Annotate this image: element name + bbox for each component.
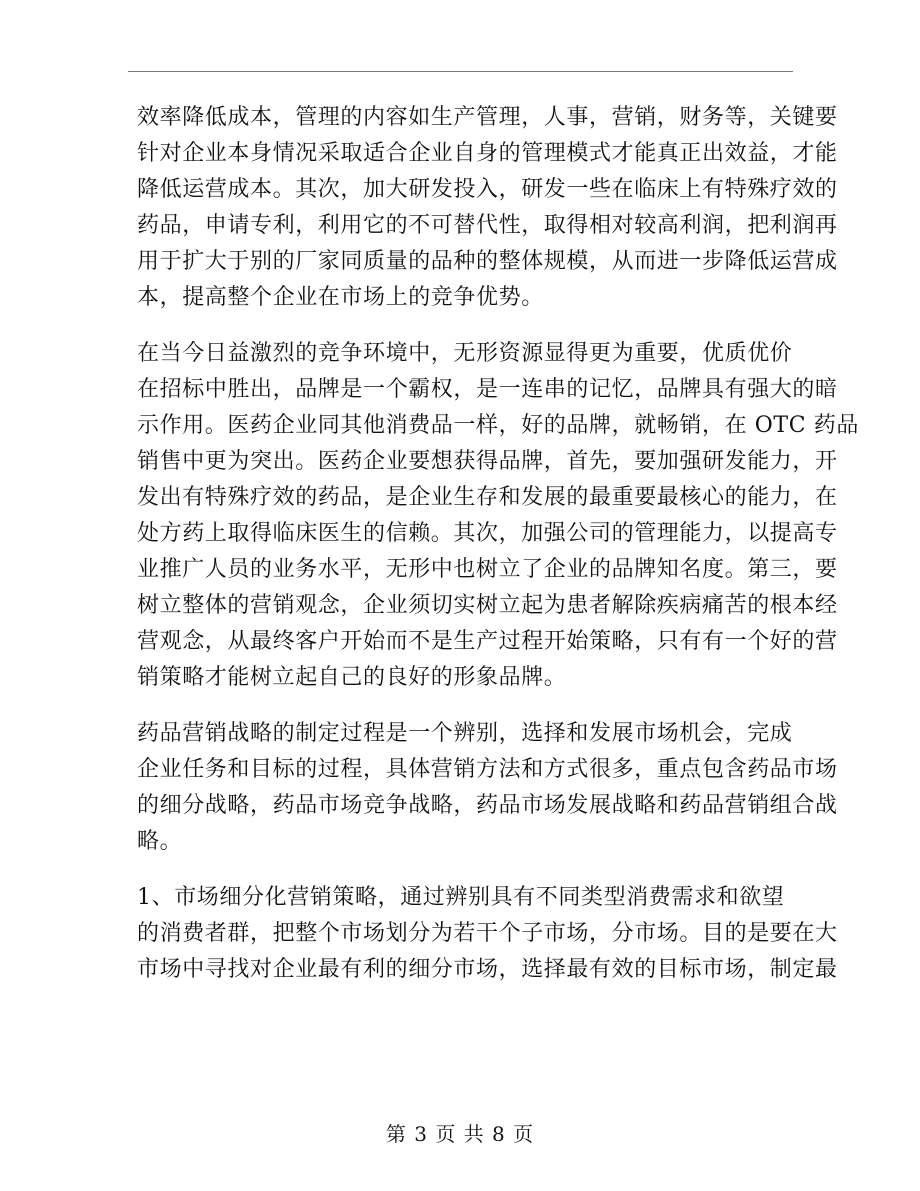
header-rule: [128, 71, 793, 72]
page-footer: 第 3 页 共 8 页: [385, 1122, 535, 1146]
text-line: 略。: [137, 829, 183, 854]
text-line: 营观念，从最终客户开始而不是生产过程开始策略，只有有一个好的营: [137, 629, 838, 654]
text-line: 1、市场细分化营销策略，通过辨别具有不同类型消费需求和欲望: [137, 885, 785, 910]
text-line: 降低运营成本。其次，加大研发投入，研发一些在临床上有特殊疗效的: [137, 177, 838, 202]
text-line: 的消费者群，把整个市场划分为若干个子市场，分市场。目的是要在大: [137, 921, 838, 946]
text-line: 销售中更为突出。医药企业要想获得品牌，首先，要加强研发能力，开: [137, 449, 838, 474]
text-line: 本，提高整个企业在市场上的竞争优势。: [137, 285, 544, 310]
paragraph-2: [137, 336, 859, 696]
text-line: 企业任务和目标的过程，具体营销方法和方式很多，重点包含药品市场: [137, 757, 838, 782]
text-line: 树立整体的营销观念，企业须切实树立起为患者解除疾病痛苦的根本经: [137, 593, 838, 618]
text-line: 针对企业本身情况采取适合企业自身的管理模式才能真正出效益，才能: [137, 141, 838, 166]
paragraph-3: [137, 716, 838, 860]
text-line: 药品，申请专利，利用它的不可替代性，取得相对较高利润，把利润再: [137, 213, 838, 238]
body-text: [137, 100, 859, 988]
paragraph-4: [137, 880, 838, 988]
text-line: 效率降低成本，管理的内容如生产管理，人事，营销，财务等，关键要: [137, 105, 838, 130]
text-line: 业推广人员的业务水平，无形中也树立了企业的品牌知名度。第三，要: [137, 557, 838, 582]
text-line: 在当今日益激烈的竞争环境中，无形资源显得更为重要，优质优价: [137, 341, 793, 366]
text-line: 药品营销战略的制定过程是一个辨别，选择和发展市场机会，完成: [137, 721, 793, 746]
text-line: 销策略才能树立起自己的良好的形象品牌。: [137, 665, 567, 690]
text-line: 的细分战略，药品市场竞争战略，药品市场发展战略和药品营销组合战: [137, 793, 838, 818]
text-line: 市场中寻找对企业最有利的细分市场，选择最有效的目标市场，制定最: [137, 957, 838, 982]
text-line: 发出有特殊疗效的药品，是企业生存和发展的最重要最核心的能力，在: [137, 485, 838, 510]
text-line: 用于扩大于别的厂家同质量的品种的整体规模，从而进一步降低运营成: [137, 249, 838, 274]
text-line: 处方药上取得临床医生的信赖。其次，加强公司的管理能力，以提高专: [137, 521, 838, 546]
paragraph-1: [137, 100, 838, 316]
text-line: 在招标中胜出，品牌是一个霸权，是一连串的记忆，品牌具有强大的暗: [137, 377, 838, 402]
text-line: 示作用。医药企业同其他消费品一样，好的品牌，就畅销，在 OTC 药品: [137, 413, 859, 438]
